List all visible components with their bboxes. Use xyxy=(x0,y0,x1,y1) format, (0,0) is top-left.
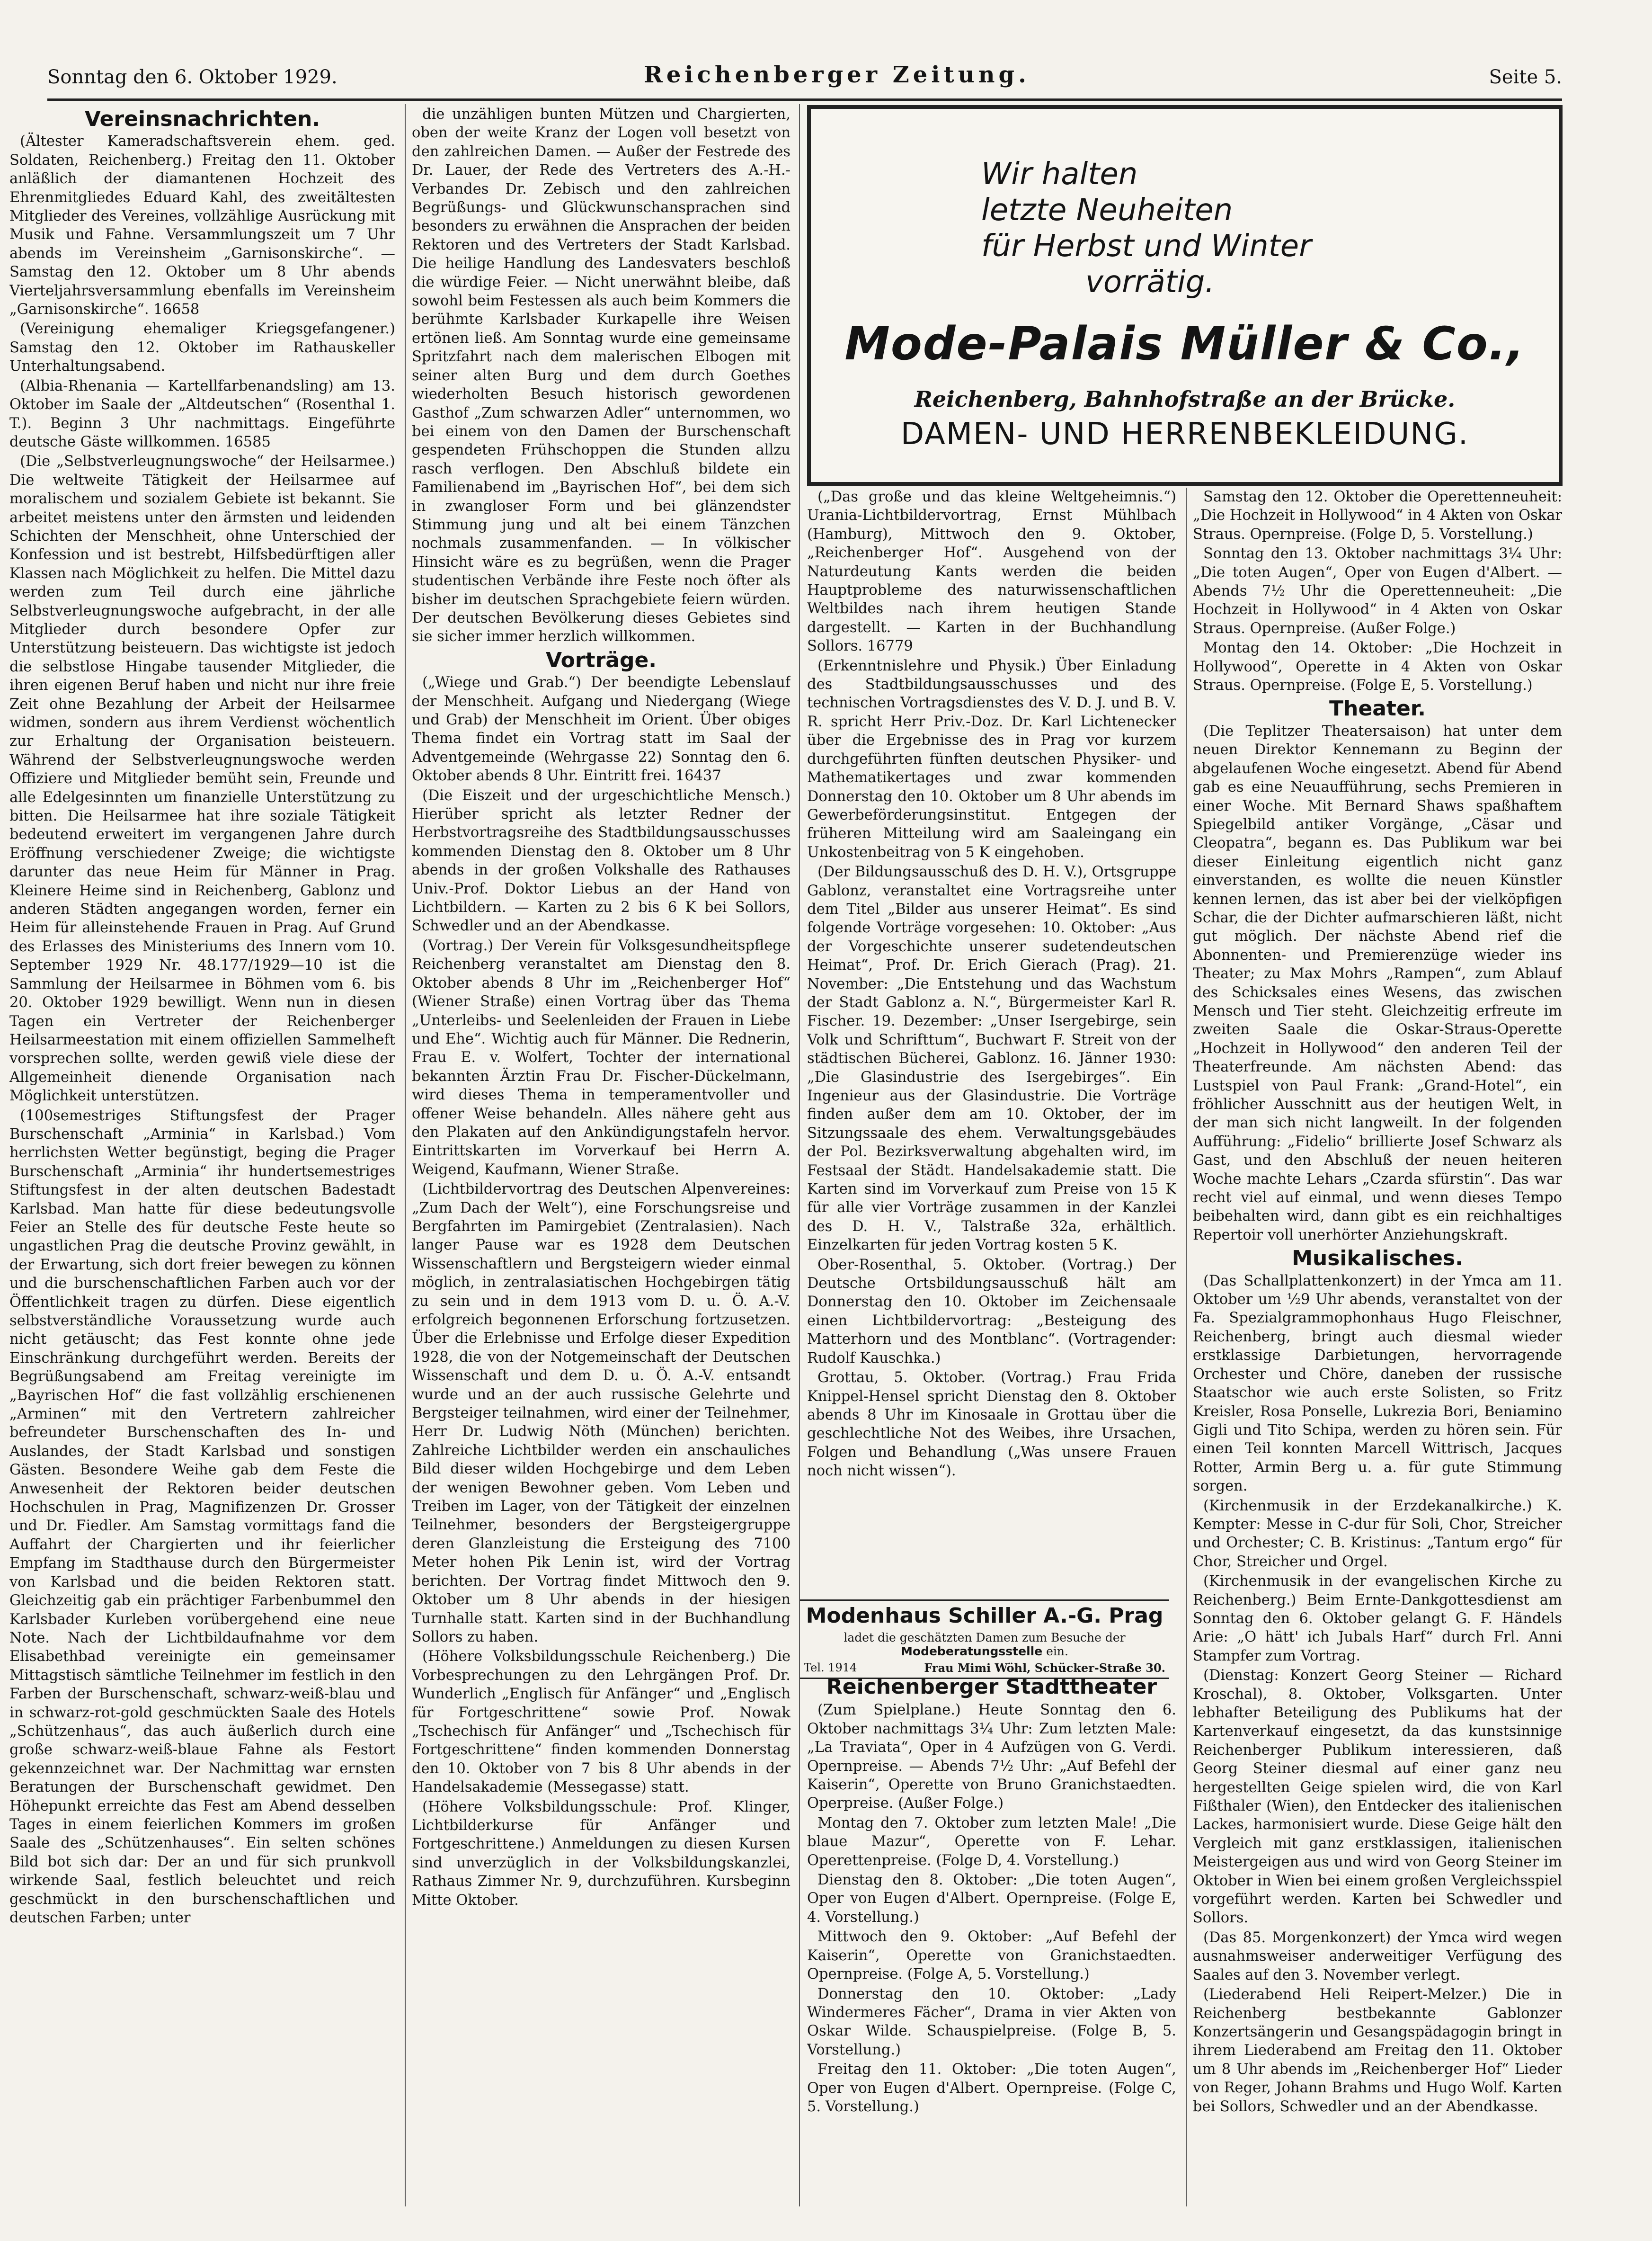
column-4 xyxy=(1193,488,1562,2206)
page-header xyxy=(47,62,1562,95)
article: (Lichtbildervortrag des Deutschen Alpenvereines: „Zum Dach der Welt“), eine Forschungsreise und Bergfahrten im Pamirgebiet (Zentralasien). Nach langer Pause war es 1928 dem Deutschen Wissenschaftlern und Bergsteigern wieder einmal möglich, in zentralasiatischen Hochgebirgen tätig zu sein und in dem 1913 vom D. u. Ö. A.-V. erfolgreich begonnenen Erforschung fortzusetzen. Über die Erlebnisse und Erfolge dieser Expedition 1928, die von der Notgemeinschaft der Deutschen Wissenschaft und dem D. u. Ö. A.-V. entsandt wurde und an der auch russische Gelehrte und Bergsteiger teilnahmen, wird einer der Teilnehmer, Herr Dr. Ludwig Nöth (München) berichten. Zahlreiche Lichtbilder werden ein anschauliches Bild dieser wilden Hochgebirge und dem Leben der wenigen Bewohner geben. Vom Leben und Treiben im Lager, von der Tätigkeit der einzelnen Teilnehmer, besonders der Bergsteigergruppe deren Glanzleistung die Ersteigung des 7100 Meter hohen Pik Lenin ist, wird der Vortrag berichten. Der Vortrag findet Mittwoch den 9. Oktober um 8 Uhr abends in der hiesigen Turnhalle statt. Karten sind in der Buchhandlung Sollors zu haben. xyxy=(412,1181,790,1645)
article: Freitag den 11. Oktober: „Die toten Augen“, Oper von Eugen d'Albert. Opernpreise. (Folge C, 5. Vorstellung.) xyxy=(807,2061,1176,2115)
column-divider xyxy=(799,104,800,2206)
article: (Die Teplitzer Theatersaison) hat unter dem neuen Direktor Kennemann zu Beginn der abgelaufenen Woche eingesetzt. Abend für Abend gab es eine Neuaufführung, sechs Premieren in einer Woche. Mit Bernard Shaws spaßhaftem Spiegelbild antiker Vorgänge, „Cäsar und Cleopatra“, begann es. Das Publikum war bei dieser Einleitung eigentlich nicht ganz einverstanden, es wollte die neuen Künstler kennen lernen, das ist aber bei der vielköpfigen Schar, die der Dichter aufmarschieren läßt, nicht gut möglich. Der nächste Abend rief die Abonnenten- und Premierenzüge wieder ins Theater; zu Max Mohrs „Rampen“, zum Ablauf des Schicksales eines Wesens, das zwischen Mensch und Tier steht. Gleichzeitig erfreute im zweiten Saale die Oskar-Straus-Operette „Hochzeit in Hollywood“ den anderen Teil der Theaterfreunde. Am nächsten Abend: das Lustspiel von Paul Frank: „Grand-Hotel“, ein fröhlicher Ausschnitt aus der heutigen Welt, in der man sich nicht langweilt. In der folgenden Aufführung: „Fidelio“ brillierte Josef Schwarz als Gast, und den Abschluß der neuen heiteren Woche machte Lehars „Czarda sfürstin“. Das war recht viel auf einmal, und wenn dieses Tempo beibehalten wird, dann gibt es ein reichhaltiges Repertoir voll unerhörter Anziehungskraft. xyxy=(1193,723,1562,1243)
page-number: Seite 5. xyxy=(1489,66,1562,88)
article: Dienstag den 8. Oktober: „Die toten Augen“, Oper von Eugen d'Albert. Opernpreise. (Folge E, 4. Vorstellung.) xyxy=(807,1872,1176,1926)
column-divider xyxy=(405,104,406,2206)
article: (Ältester Kameradschaftsverein ehem. ged. Soldaten, Reichenberg.) Freitag den 11. Oktober anläßlich der diamantenen Hochzeit des Ehrenmitgliedes Eduard Kahl, des zweitältesten Mitglieder des Vereines, vollzählige Ausrückung mit Musik und Fahne. Versammlungszeit um 7 Uhr abends im Vereinsheim „Garnisonskirche“. — Samstag den 12. Oktober um 8 Uhr abends Vierteljahrsversammlung ebenfalls im Vereinsheim „Garnisonskirche“. 16658 xyxy=(9,133,395,318)
column-divider xyxy=(1186,488,1187,2206)
article: („Wiege und Grab.“) Der beendigte Lebenslauf der Menschheit. Aufgang und Niedergang (Wiege und Grab) der Menschheit im Orient. Über obiges Thema findet ein Vortrag statt im Saal der Adventgemeinde (Wehrgasse 22) Sonntag den 6. Oktober abends 8 Uhr. Eintritt frei. 16437 xyxy=(412,674,790,785)
article: (Zum Spielplane.) Heute Sonntag den 6. Oktober nachmittags 3¼ Uhr: Zum letzten Male: „La Traviata“, Oper in 4 Aufzügen von G. Verdi. Opernpreise. — Abends 7½ Uhr: „Auf Befehl der Kaiserin“, Operette von Bruno Granichstaedten. Operpreise. (Außer Folge.) xyxy=(807,1702,1176,1812)
article: Grottau, 5. Oktober. (Vortrag.) Frau Frida Knippel-Hensel spricht Dienstag den 8. Oktober abends 8 Uhr im Kinosaale in Grottau über die geschlechtliche Not des Weibes, ihre Ursachen, Folgen und Behandlung („Was unsere Frauen noch nicht wissen“). xyxy=(807,1369,1176,1480)
article: („Das große und das kleine Weltgeheimnis.“) Urania-Lichtbildervortrag, Ernst Mühlbach (Hamburg), Mittwoch den 9. Oktober, „Reichenberger Hof“. Ausgehend von der Naturdeutung Kants werden die beiden Hauptprobleme des naturwissenschaftlichen Weltbildes nach ihrem heutigen Stande dargestellt. — Karten in der Buchhandlung Sollors. 16779 xyxy=(807,489,1176,655)
article: (Kirchenmusik in der evangelischen Kirche zu Reichenberg.) Beim Ernte-Dankgottesdienst am Sonntag den 6. Oktober gelangt G. F. Händels Arie: „O hätt' ich Jubals Harf“ durch Frl. Anni Stampfer zum Vortrag. xyxy=(1193,1573,1562,1664)
advertisement-modenhaus-schiller: Modenhaus Schiller A.-G. Prag ladet die geschätzten Damen zum Besuche der Modeberatungsstelle ein. Tel. 1914 Frau Mimi Wöhl, Schücker-Straße 30. xyxy=(800,1599,1169,1679)
article: Ober-Rosenthal, 5. Oktober. (Vortrag.) Der Deutsche Ortsbildungsausschuß hält am Donnerstag den 10. Oktober im Zeichensaale einen Lichtbildervortrag: „Besteigung des Matterhorn und des Montblanc“. (Vortragender: Rudolf Kauschka.) xyxy=(807,1256,1176,1366)
column-2 xyxy=(412,105,790,2207)
ad-address: Reichenberg, Bahnhofstraße an der Brücke. xyxy=(914,386,1456,412)
article: (Albia-Rhenania — Kartellfarbenandsling) am 13. Oktober im Saale der „Altdeutschen“ (Rosenthal 1. T.). Beginn 3 Uhr nachmittags. Eingeführte deutsche Gäste willkommen. 16585 xyxy=(9,377,395,450)
article: die unzähligen bunten Mützen und Chargierten, oben der weite Kranz der Logen voll besetzt von den zahlreichen Damen. — Außer der Festrede des Dr. Lauer, der Rede des Vertreters des A.-H.-Verbandes Dr. Zebisch und den zahlreichen Begrüßungs- und Glückwunschansprachen sind besonders zu erwähnen die Ansprachen der beiden Rektoren und des Vertreters der Stadt Karlsbad. Die heilige Handlung des Landesvaters beschloß die würdige Feier. — Nicht unerwähnt bleibe, daß sowohl beim Festessen als auch beim Kommers die berühmte Karlsbader Kurkapelle ihre Weisen ertönen ließ. Am Sonntag wurde eine gemeinsame Spritzfahrt nach dem malerischen Elbogen mit seiner alten Burg und dem durch Goethes wiederholten Besuch historisch gewordenen Gasthof „Zum schwarzen Adler“ unternommen, wo bei einem von den Damen der Burschenschaft gespendeten Frühschoppen die Stunden allzu rasch verflogen. Den Abschluß bildete ein Familienabend im „Bayrischen Hof“, bei dem sich in zwangloser Form und bei glänzendster Stimmung jung und alt bei einem Tänzchen nochmals zusammenfanden. — In völkischer Hinsicht wäre es zu begrüßen, wenn die Prager studentischen Verbände ihre Feste noch öfter als bisher im deutschen Sprachgebiete feiern würden. Der deutschen Bevölkerung dieses Gebietes sind sie sicher immer herzlich willkommen. xyxy=(412,106,790,645)
article: (Die „Selbstverleugnungswoche“ der Heilsarmee.) Die weltweite Tätigkeit der Heilsarmee auf moralischem und sozialem Gebiete ist bekannt. Sie arbeitet meistens unter den ärmsten und leidenden Schichten der Menschheit, ohne Unterschied der Konfession und ist bestrebt, Hilfsbedürftigen aller Klassen nach Möglichkeit zu helfen. Die Mittel dazu werden zum Teil durch eine jährliche Selbstverleugnungswoche aufgebracht, in der alle Mitglieder durch besondere Opfer zur Unterstützung beisteuern. Das wichtigste ist jedoch die selbstlose Hingabe tausender Mitglieder, die ihren eigenen Beruf haben und nicht nur ihre freie Zeit ohne Bezahlung der Arbeit der Heilsarmee widmen, sondern aus ihrem Verdienst wöchentlich zur Erhaltung der Organisation beisteuern. Während der Selbstverleugnungswoche werden Offiziere und Mitglieder bemüht sein, Freunde und alle Edelgesinnten um finanzielle Unterstützung zu bitten. Die Heilsarmee hat ihre soziale Tätigkeit bedeutend erweitert im vergangenen Jahre durch Eröffnung verschiedener Zweige; die wichtigste darunter das neue Heim für Männer in Prag. Kleinere Heime sind in Reichenberg, Gablonz und anderen Städten angegangen worden, ferner ein Heim für alleinstehende Frauen in Prag. Auf Grund des Erlasses des Ministeriums des Innern vom 10. September 1929 Nr. 48.177/1929—10 ist die Sammlung der Heilsarmee in Böhmen vom 6. bis 20. Oktober 1929 bewilligt. Wenn nun in diesen Tagen ein Vertreter der Reichenberger Heilsarmeestation mit einem offiziellen Sammelheft vorsprechen sollte, werden gewiß viele diese der Allgemeinheit dienende Organisation nach Möglichkeit unterstützen. xyxy=(9,453,395,1105)
article: (Dienstag: Konzert Georg Steiner — Richard Kroschal), 8. Oktober, Volksgarten. Unter lebhafter Beteiligung des Publikums hat der Kartenverkauf eingesetzt, da das kunstsinnige Reichenberger Publikum interessieren, daß Georg Steiner diesmal auf einer ganz neu hergestellten Geige spielen wird, die von Karl Fißthaler (Wien), den Entdecker des italienischen Lackes, harmonisiert wurde. Diese Geige hält den Vergleich mit ganz erstklassigen, italienischen Meistergeigen aus und wird von Georg Steiner im Oktober in Wien bei einem großen Vergleichsspiel vorgeführt werden. Karten bei Schwedler und Sollors. xyxy=(1193,1667,1562,1927)
header-rule xyxy=(47,98,1562,101)
column-3 xyxy=(807,488,1176,1593)
article: (Kirchenmusik in der Erzdekanalkirche.) K. Kempter: Messe in C-dur für Soli, Chor, Streicher und Orchester; C. B. Kristinus: „Tantum ergo“ für Chor, Streicher und Orgel. xyxy=(1193,1497,1562,1570)
ad-department: DAMEN- UND HERRENBEKLEIDUNG. xyxy=(900,417,1469,452)
ad-slogan: Wir halten letzte Neuheiten für Herbst und Winter vorrätig. xyxy=(981,157,1312,300)
article: (Höhere Volksbildungsschule Reichenberg.) Die Vorbesprechungen zu den Lehrgängen Prof. Dr. Wunderlich „Englisch für Anfänger“ und „Englisch für Fortgeschrittene“ sowie Prof. Nowak „Tschechisch für Anfänger“ und „Tschechisch für Fortgeschrittene“ finden kommenden Donnerstag den 10. Oktober von 7 bis 8 Uhr abends in der Handelsakademie (Messegasse) statt. xyxy=(412,1648,790,1796)
section-heading-theater: Theater. xyxy=(1329,696,1426,721)
column-3-lower xyxy=(807,1674,1176,2204)
section-heading-stadttheater: Reichenberger Stadttheater xyxy=(826,1675,1157,1699)
article: Montag den 14. Oktober: „Die Hochzeit in Hollywood“, Operette in 4 Akten von Oskar Straus. Opernpreise. (Folge E, 5. Vorstellung.) xyxy=(1193,640,1562,694)
ad-firm-name: Mode-Palais Müller & Co., xyxy=(844,317,1525,370)
article: (Die Eiszeit und der urgeschichtliche Mensch.) Hierüber spricht als letzter Redner der Herbstvortragsreihe des Stadtbildungsausschusses kommenden Dienstag den 8. Oktober um 8 Uhr abends in der großen Volkshalle des Rathauses Univ.-Prof. Doktor Liebus an der Hand von Lichtbildern. — Karten zu 2 bis 6 K bei Sollors, Schwedler und an der Abendkasse. xyxy=(412,787,790,935)
article: Mittwoch den 9. Oktober: „Auf Befehl der Kaiserin“, Operette von Granichstaedten. Opernpreise. (Folge A, 5. Vorstellung.) xyxy=(807,1929,1176,1983)
article: Samstag den 12. Oktober die Operettenneuheit: „Die Hochzeit in Hollywood“ in 4 Akten von Oskar Straus. Opernpreise. (Folge D, 5. Vorstellung.) xyxy=(1193,489,1562,543)
section-heading-musikalisches: Musikalisches. xyxy=(1292,1246,1463,1271)
article: (Vortrag.) Der Verein für Volksgesundheitspflege Reichenberg veranstaltet am Dienstag den 8. Oktober abends 8 Uhr im „Reichenberger Hof“ (Wiener Straße) einen Vortrag über das Thema „Unterleibs- und Seelenleiden der Frauen in Liebe und Ehe“. Wichtig auch für Männer. Die Rednerin, Frau E. v. Wolfert, Tochter der international bekannten Ärztin Frau Dr. Fischer-Dückelmann, wird dieses Thema in temperamentvoller und offener Weise behandeln. Alles nähere geht aus den Plakaten auf den Ankündigungstafeln hervor. Eintrittskarten im Vorverkauf bei Herrn A. Weigend, Kaufmann, Wiener Straße. xyxy=(412,937,790,1178)
article: (Das Schallplattenkonzert) in der Ymca am 11. Oktober um ½9 Uhr abends, veranstaltet von der Fa. Spezialgrammophonhaus Hugo Fleischner, Reichenberg, bringt auch diesmal wieder erstklassige Darbietungen, hervorragende Orchester und Chöre, daneben der russische Staatschor wie auch erste Solisten, so Fritz Kreisler, Rosa Ponselle, Lukrezia Bori, Beniamino Gigli und Tito Schipa, werden zu hören sein. Für einen Teil konnten Marcell Wittrisch, Jacques Rotter, Armin Berg u. a. für gute Stimmung sorgen. xyxy=(1193,1272,1562,1495)
article: Donnerstag den 10. Oktober: „Lady Windermeres Fächer“, Drama in vier Akten von Oskar Wilde. Schauspielpreise. (Folge B, 5. Vorstellung.) xyxy=(807,1985,1176,2058)
article: (Das 85. Morgenkonzert) der Ymca wird wegen ausnahmsweiser anderweitiger Verfügung des Saales auf den 3. November verlegt. xyxy=(1193,1929,1562,1983)
newspaper-title: Reichenberger Zeitung. xyxy=(644,62,1030,88)
ad-schiller-title: Modenhaus Schiller A.-G. Prag xyxy=(806,1604,1164,1628)
section-heading-vortraege: Vorträge. xyxy=(545,648,657,672)
article: Sonntag den 13. Oktober nachmittags 3¼ Uhr: „Die toten Augen“, Oper von Eugen d'Albert. — Abends 7½ Uhr die Operettenneuheit: „Die Hochzeit in Hollywood“ in 4 Akten von Oskar Straus. Opernpreise. (Außer Folge.) xyxy=(1193,545,1562,637)
article: (Der Bildungsausschuß des D. H. V.), Ortsgruppe Gablonz, veranstaltet eine Vortragsreihe unter dem Titel „Bilder aus unserer Heimat“. Es sind folgende Vorträge vorgesehen: 10. Oktober: „Aus der Vorgeschichte unserer sudetendeutschen Heimat“, Prof. Dr. Erich Gierach (Prag). 21. November: „Die Entstehung und das Wachstum der Stadt Gablonz a. N.“, Bürgermeister Karl R. Fischer. 19. Dezember: „Unser Isergebirge, sein Volk und Schrifttum“, Buchwart F. Streit von der städtischen Bücherei, Gablonz. 16. Jänner 1930: „Die Glasindustrie des Isergebirges“. Ein Ingenieur aus der Glasindustrie. Die Vorträge finden außer dem am 10. Oktober, der im Sitzungssaale des ehem. Verwaltungsgebäudes der Pol. Bezirksverwaltung abgehalten wird, im Festsaal der Städt. Handelsakademie statt. Die Karten sind im Vorverkauf zum Preise von 15 K für alle vier Vorträge zusammen in der Kanzlei des D. H. V., Talstraße 32a, erhältlich. Einzelkarten für jeden Vortrag kosten 5 K. xyxy=(807,864,1176,1254)
issue-date: Sonntag den 6. Oktober 1929. xyxy=(47,66,338,88)
article: (100semestriges Stiftungsfest der Prager Burschenschaft „Arminia“ in Karlsbad.) Vom herrlichsten Wetter begünstigt, beging die Prager Burschenschaft „Arminia“ ihr hundertsemestriges Stiftungsfest in der alten deutschen Badestadt Karlsbad. Man hatte für diese bedeutungsvolle Feier an Stelle des für deutsche Feste heute so ungastlichen Prag die deutsche Provinz gewählt, in der Erwartung, sich dort freier bewegen zu können und die burschenschaftlichen Farben auch vor der Öffentlichkeit tragen zu dürfen. Diese eigentlich selbstverständliche Voraussetzung wurde auch nicht getäuscht; das Fest konnte ohne jede Einschränkung durchgeführt werden. Bereits der Begrüßungsabend am Freitag vereinigte im „Bayrischen Hof“ die fast vollzählig erschienenen „Arminen“ mit den Vertretern zahlreicher befreundeter Burschenschaften des In- und Auslandes, der Stadt Karlsbad und sonstigen Gästen. Besondere Weihe gab dem Feste die Anwesenheit der Rektoren beider deutschen Hochschulen in Prag, Magnifizenzen Dr. Grosser und Dr. Fiedler. Am Samstag vormittags fand die Auffahrt der Chargierten und ihr feierlicher Empfang im Stadthause durch den Bürgermeister von Karlsbad und die beiden Rektoren statt. Gleichzeitig gab ein prächtiger Farbenbummel den Karlsbader Kurleben vorübergehend eine neue Note. Nach der Lichtbildaufnahme vor dem Elisabethbad vereinigte ein gemeinsamer Mittagstisch sämtliche Teilnehmer im festlich in den Farben der Burschenschaft, schwarz-weiß-blau und in schwarz-rot-gold geschmückten Saale des Hotels „Schützenhaus“, das auch äußerlich durch eine große schwarz-weiß-blaue Fahne als Festort gekennzeichnet war. Der Nachmittag war ernsten Beratungen der Burschenschaft gewidmet. Den Höhepunkt erreichte das Fest am Abend desselben Tages in einem feierlichen Kommers im großen Saale des „Schützenhauses“. Ein selten schönes Bild bot sich dar: Der an und für sich prunkvoll wirkende Saal, festlich beleuchtet und reich geschmückt in den burschenschaftlichen und deutschen Farben; unter xyxy=(9,1107,395,1926)
article: (Liederabend Heli Reipert-Melzer.) Die in Reichenberg bestbekannte Gablonzer Konzertsängerin und Gesangspädagogin bringt in ihrem Liederabend am Freitag den 11. Oktober um 8 Uhr abends im „Reichenberger Hof“ Lieder von Reger, Johann Brahms und Hugo Wolf. Karten bei Sollors, Schwedler und an der Abendkasse. xyxy=(1193,1986,1562,2115)
article: (Vereinigung ehemaliger Kriegsgefangener.) Samstag den 12. Oktober im Rathauskeller Unterhaltungsabend. xyxy=(9,321,395,375)
article: (Höhere Volksbildungsschule: Prof. Klinger, Lichtbilderkurse für Anfänger und Fortgeschrittene.) Anmeldungen zu diesen Kursen sind unverzüglich in der Volksbildungskanzlei, Rathaus Zimmer Nr. 9, durchzuführen. Kursbeginn Mitte Oktober. xyxy=(412,1798,790,1909)
advertisement-mode-palais xyxy=(807,105,1563,486)
article: (Erkenntnislehre und Physik.) Über Einladung des Stadtbildungsausschusses und des technischen Vortragsdienstes des V. D. J. und B. V. R. spricht Herr Priv.-Doz. Dr. Karl Lichtenecker über die Ergebnisse des in Prag vor kurzem durchgeführten fünften deutschen Physiker- und Mathematikertages und zwar kommenden Donnerstag den 10. Oktober um 8 Uhr abends im Gewerbeförderungsinstitut. Entgegen der früheren Mitteilung wird am Saaleingang ein Unkostenbeitrag von 5 K eingehoben. xyxy=(807,657,1176,861)
section-heading-vereinsnachrichten: Vereinsnachrichten. xyxy=(84,107,320,131)
column-1 xyxy=(9,105,395,2207)
article: Montag den 7. Oktober zum letzten Male! „Die blaue Mazur“, Operette von F. Lehar. Operettenpreise. (Folge D, 4. Vorstellung.) xyxy=(807,1814,1176,1869)
